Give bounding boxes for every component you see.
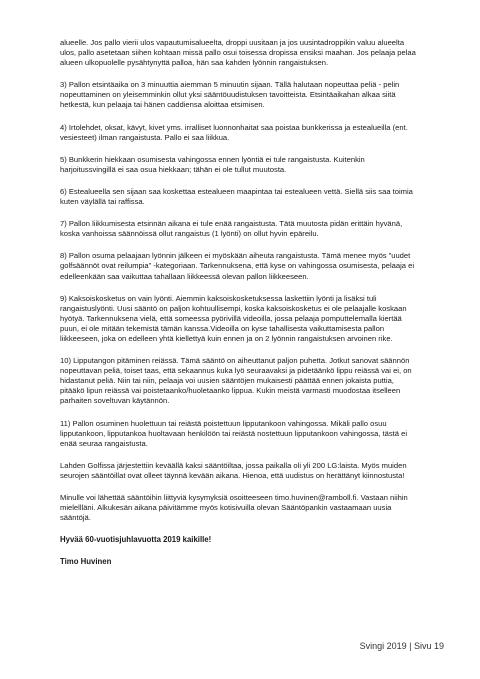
- paragraph-rule-10: 10) Lipputangon pitäminen reiässä. Tämä sääntö on aiheuttanut paljon puhetta. Jotkut sanovat säännön nopeuttavan peliä, toiset taas, että sekaannus kuka lyö seuraavaksi ja pidetäänkö lippu reiässä vai ei, on hidastanut peliä. Niin tai niin, pelaaja voi uusien sääntöjen mukaisesti päättää ennen jokaista puttia, pitääkö lipun reiässä vai poistetaanko/huoletaanko lippua. Kukin meistä varmasti muodostaa itselleen parhaiten soveltuvan käytännön.: [60, 356, 412, 406]
- paragraph-intro: alueelle. Jos pallo vierii ulos vapautumisalueelta, droppi uusitaan ja jos uusintadroppikin valuu alueelta ulos, pallo asetetaan siihen kohtaan missä pallo osui toisessa dropissa ensiksi maahan. Jos pelaaja pelaa alueen ulkopuolelle pysähtynyttä palloa, hän saa kahden lyönnin rangaistuksen.: [60, 38, 416, 68]
- paragraph-contact: Minulle voi lähettää sääntöihin liittyviä kysymyksiä osoitteeseen timo.huvinen@ramboll.fi. Vastaan niihin mielellläni. Alkukesän aikana päivitämme myös kotisivuilla olevan Sääntöpankin vastaamaan uusia sääntöjä.: [60, 493, 408, 523]
- paragraph-rule-5: 5) Bunkkerin hiekkaan osumisesta vahingossa ennen lyöntiä ei tule rangaistusta. Kuitenkin harjoitussvingillä ei saa osua hiekkaan; tähän ei ole tullut muutosta.: [60, 154, 365, 174]
- paragraph-rules-evening: Lahden Golfissa järjestettiin keväällä kaksi sääntöiltaa, jossa paikalla oli yli 200 LG:laista. Myös muiden seurojen sääntöillat ovat olleet täynnä kevään aikana. Hienoa, että uudistus on herättänyt kiinnostusta!: [60, 460, 407, 480]
- paragraph-rule-7: 7) Pallon liikkumisesta etsinnän aikana ei tule enää rangaistusta. Tätä muutosta pidän erittäin hyvänä, koska vanhoissa säännöissä ollut rangaistus (1 lyönti) on ollut hyvin epäreilu.: [60, 219, 403, 239]
- paragraph-rule-9: 9) Kaksoiskosketus on vain lyönti. Aiemmin kaksoiskosketuksessa laskettiin lyönti ja lisäksi tuli rangaistuslyönti. Uusi sääntö on paljon kohtuullisempi, koska kaksoiskosketus ei ole pelaajalle koskaan hyötyä. Tarkennuksena vielä, että someessa pyörivillä videoilla, jossa pelaaja pomputtelemalla kiertää puun, ei ole mitään tekemistä tämän kanssa.Videoilla on kyse tahallisesta vaikuttamisesta pallon liikkeeseen, joka on edelleen yhtä kiellettyä kuin ennen ja on 2 lyönnin rangaistuksen arvoinen rike.: [60, 293, 407, 343]
- paragraph-rule-8: 8) Pallon osuma pelaajaan lyönnin jälkeen ei myöskään aiheuta rangaistusta. Tämä menee myös ”uudet golfsäännöt ovat reilumpia” -kategoriaan. Tarkennuksena, että kyse on vahingossa osumisesta, pelaaja ei edelleenkään saa vaikuttaa tahallaan liikkeessä olevan pallon liikkeeseen.: [60, 251, 415, 281]
- greeting: Hyvää 60-vuotisjuhlavuotta 2019 kaikille!: [60, 535, 212, 545]
- paragraph-rule-11: 11) Pallon osuminen huolettuun tai reiästä poistettuun lipputankoon vahingossa. Mikäli pallo osuu lipputankoon, lipputankoa huoltavaan henkilöön tai reiästä nostettuun lipputankoon vahingossa, tästä ei enää seuraa rangaistusta.: [60, 418, 408, 448]
- paragraph-rule-4: 4) Irtolehdet, oksat, kävyt, kivet yms. irralliset luonnonhaitat saa poistaa bunkkerissa ja estealueilla (ent. vesiesteet) ilman rangaistusta. Pallo ei saa liikkua.: [60, 122, 408, 142]
- signature: Timo Huvinen: [60, 557, 112, 567]
- paragraph-rule-3: 3) Pallon etsintäaika on 3 minuuttia aiemman 5 minuutin sijaan. Tällä halutaan nopeuttaa peliä - pelin nopeuttaminen on yleisemminkin ollut yksi sääntöuudistuksen tavoitteista. Etsintäaikahan alkaa siitä hetkestä, kun pelaaja tai hänen caddiensa aloittaa etsimisen.: [60, 80, 400, 110]
- page-footer: Svingi 2019 | Sivu 19: [359, 641, 444, 651]
- paragraph-rule-6: 6) Estealueella sen sijaan saa koskettaa estealueen maapintaa tai estealueen vettä. Siellä siis saa toimia kuten väylällä tai raffissa.: [60, 186, 413, 207]
